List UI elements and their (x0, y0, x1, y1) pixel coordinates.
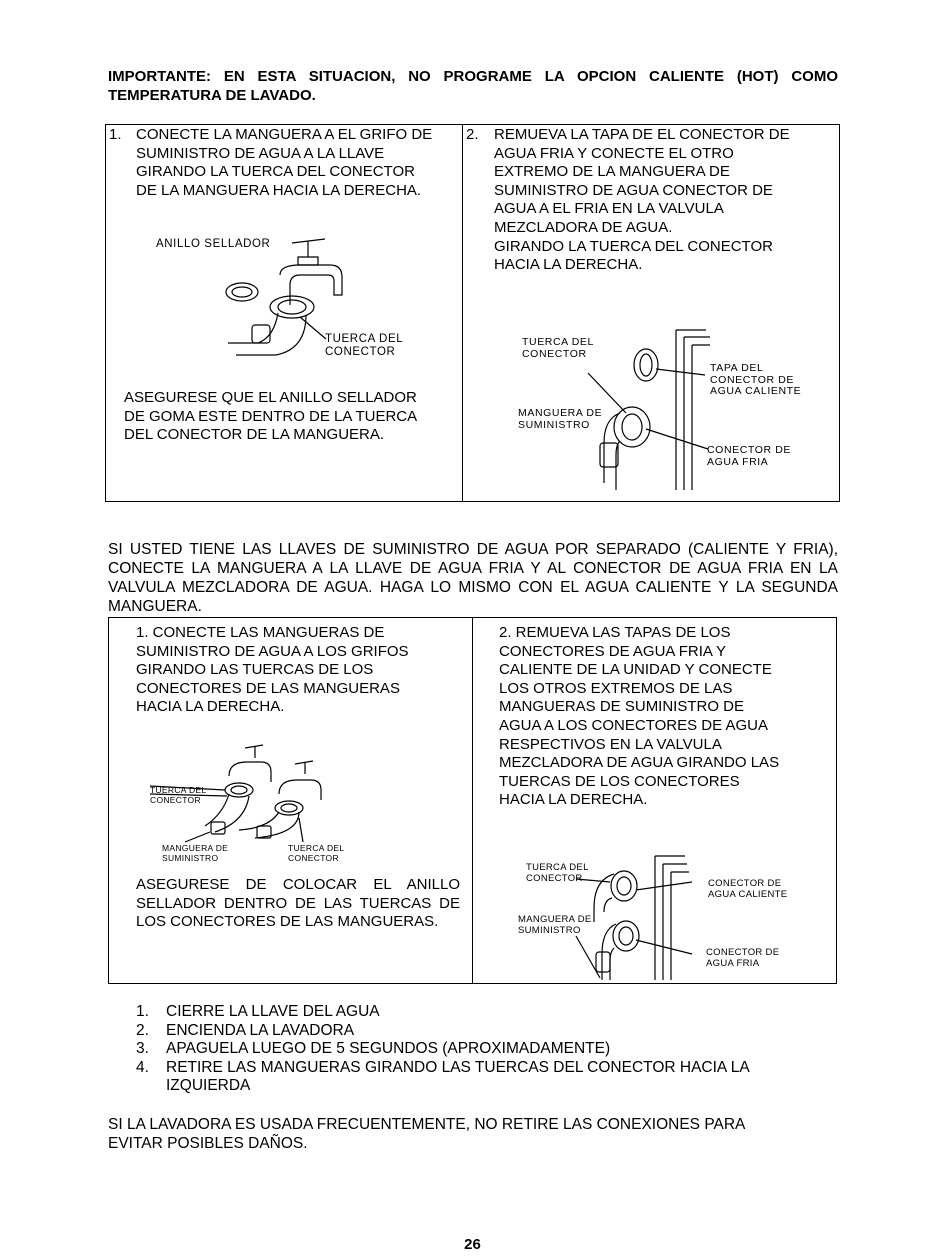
label-manguera-suministro-1: MANGUERA DE SUMINISTRO (518, 407, 603, 431)
box1-step1-number: 1. (109, 126, 122, 143)
label-manguera-suministro-3: MANGUERA DE SUMINISTRO (518, 914, 592, 936)
box1-step2-text: REMUEVA LA TAPA DE EL CONECTOR DE AGUA FRIA Y CONECTE EL OTRO EXTREMO DE LA MANGUERA DE SUMINISTRO DE AGUA CONECTOR DE AGUA A EL FRIA EN LA VALVULA MEZCLADORA DE AGUA. GIRANDO LA TUERCA DEL CONECTOR HACIA LA DERECHA. (494, 126, 790, 274)
box2-divider (472, 617, 473, 984)
label-anillo-sellador: ANILLO SELLADOR (156, 238, 271, 250)
two-faucets-illustration (195, 742, 345, 847)
label-manguera-suministro-2: MANGUERA DE SUMINISTRO (162, 843, 229, 863)
box1-sealing-ring-note: ASEGURESE QUE EL ANILLO SELLADOR DE GOMA ESTE DENTRO DE LA TUERCA DEL CONECTOR DE LA MANGUERA. (124, 389, 418, 444)
box2-sealing-ring-note: ASEGURESE DE COLOCAR EL ANILLO SELLADOR DENTRO DE LAS TUERCAS DE LOS CONECTORES DE LAS MANGUERAS. (136, 876, 460, 931)
valve-illustration-1 (580, 325, 710, 490)
label-tuerca-conector-3: TUERCA DEL CONECTOR (150, 785, 207, 805)
label-conector-agua-caliente: CONECTOR DE AGUA CALIENTE (708, 878, 788, 900)
label-tuerca-conector-5: TUERCA DEL CONECTOR (526, 862, 589, 884)
two-valves-illustration (580, 852, 700, 980)
list-item: 1. CIERRE LA LLAVE DEL AGUA (136, 1003, 380, 1020)
important-warning: IMPORTANTE: EN ESTA SITUACION, NO PROGRAME LA OPCION CALIENTE (HOT) COMO TEMPERATURA DE LAVADO. (108, 68, 838, 104)
label-tuerca-conector-4: TUERCA DEL CONECTOR (288, 843, 345, 863)
label-tuerca-conector-2: TUERCA DEL CONECTOR (522, 336, 594, 360)
steps-list (136, 1003, 816, 1096)
box2-step1-text: 1. CONECTE LAS MANGUERAS DE SUMINISTRO DE AGUA A LOS GRIFOS GIRANDO LAS TUERCAS DE LOS CONECTORES DE LAS MANGUERAS HACIA LA DERECHA. (136, 624, 409, 716)
label-tuerca-conector-1: TUERCA DEL CONECTOR (325, 333, 404, 358)
faucet-illustration-1 (220, 235, 360, 355)
list-item: 3. APAGUELA LUEGO DE 5 SEGUNDOS (APROXIMADAMENTE) (136, 1040, 611, 1057)
separate-valves-note: SI USTED TIENE LAS LLAVES DE SUMINISTRO DE AGUA POR SEPARADO (CALIENTE Y FRIA), CONECTE LA MANGUERA A LA LLAVE DE AGUA FRIA Y AL CONECTOR DE AGUA FRIA EN LA VALVULA MEZCLADORA DE AGUA. HAGA LO MISMO CON EL AGUA CALIENTE Y LA SEGUNDA MANGUERA. (108, 541, 838, 615)
list-item: 4. RETIRE LAS MANGUERAS GIRANDO LAS TUERCAS DEL CONECTOR HACIA LA IZQUIERDA (136, 1058, 749, 1094)
box2-step2-text: 2. REMUEVA LAS TAPAS DE LOS CONECTORES DE AGUA FRIA Y CALIENTE DE LA UNIDAD Y CONECTE LOS OTROS EXTREMOS DE LAS MANGUERAS DE SUMINISTRO DE AGUA A LOS CONECTORES DE AGUA RESPECTIVOS EN LA VALVULA MEZCLADORA DE AGUA GIRANDO LAS TUERCAS DE LOS CONECTORES HACIA LA DERECHA. (499, 624, 780, 809)
label-tapa-conector: TAPA DEL CONECTOR DE AGUA CALIENTE (710, 362, 802, 397)
box1-step1-text: CONECTE LA MANGUERA A EL GRIFO DE SUMINISTRO DE AGUA A LA LLAVE GIRANDO LA TUERCA DEL CONECTOR DE LA MANGUERA HACIA LA DERECHA. (136, 126, 433, 199)
page-number: 26 (464, 1236, 481, 1253)
label-conector-agua-fria-1: CONECTOR DE AGUA FRIA (707, 444, 791, 468)
box1-step2-number: 2. (466, 126, 479, 143)
final-note: SI LA LAVADORA ES USADA FRECUENTEMENTE, NO RETIRE LAS CONEXIONES PARA EVITAR POSIBLES DAÑOS. (108, 1116, 746, 1152)
list-item: 2. ENCIENDA LA LAVADORA (136, 1021, 355, 1039)
label-conector-agua-fria-2: CONECTOR DE AGUA FRIA (706, 947, 780, 969)
